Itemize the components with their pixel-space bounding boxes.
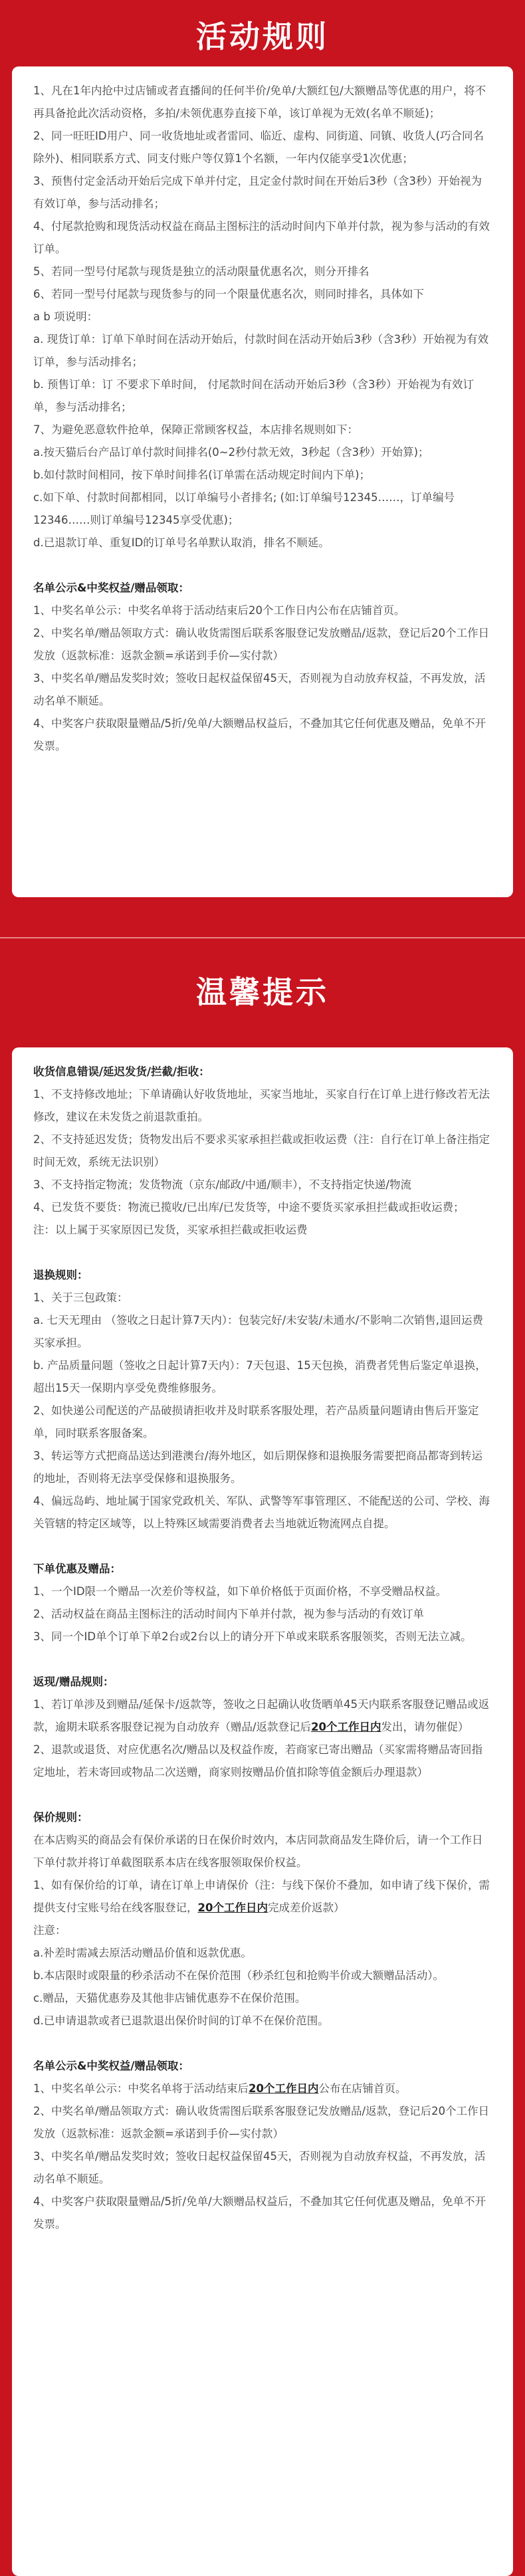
return-line: 2、如快递公司配送的产品破损请拒收并及时联系客服处理，若产品质量问题请由售后开鉴定单，同时联系客服备案。 — [33, 1404, 479, 1440]
winners-deadline-highlight: 20个工作日内 — [249, 2082, 319, 2095]
receipt-line: 4、已发货不要货：物流已揽收/已出库/已发货等，中途不要货买家承担拦截或拒收运费； — [33, 1201, 465, 1214]
winners-line: 2、中奖名单/赠品领取方式：确认收货需图后联系客服登记发放赠品/返款，登记后20个工作日发放（返款标准：返款金额=承诺到手价—实付款） — [33, 627, 490, 662]
return-line: 1、关于三包政策： — [33, 1291, 128, 1304]
return-line: a. 七天无理由 （签收之日起计算7天内）：包装完好/未安装/未通水/不影响二次销售,退回运费买家承担。 — [33, 1314, 484, 1349]
rule-line: d.已退款订单、重复ID的订单号名单默认取消，排名不顺延。 — [33, 536, 330, 549]
activity-rules-title: 活动规则 — [196, 19, 329, 54]
price-line: b.本店限时或限量的秒杀活动不在保价范围（秒杀红包和抢购半价或大额赠品活动）。 — [33, 1969, 444, 1982]
order-line: 2、活动权益在商品主图标注的活动时间内下单并付款，视为参与活动的有效订单 — [33, 1608, 424, 1620]
return-line: b. 产品质量问题（签收之日起计算7天内）：7天包退、15天包换，消费者凭售后鉴定单退换，超出15天一保期内享受免费维修服务。 — [33, 1359, 486, 1394]
return-heading: 退换规则： — [33, 1269, 88, 1281]
order-heading: 下单优惠及赠品： — [33, 1562, 121, 1575]
tips-winners-heading: 名单公示&中奖权益/赠品领取： — [33, 2060, 189, 2072]
price-line: c.赠品，天猫优惠券及其他非店铺优惠券不在保价范围。 — [33, 1992, 306, 2004]
receipt-line: 注：以上属于买家原因已发货，买家承担拦截或拒收运费 — [33, 1224, 308, 1236]
price-text: 完成差价返款） — [267, 1901, 345, 1914]
rule-line: b.如付款时间相同，按下单时间排名(订单需在活动规定时间内下单)； — [33, 469, 371, 481]
tips-winners-line: 2、中奖名单/赠品领取方式：确认收货需图后联系客服登记发放赠品/返款，登记后20个工作日发放（返款标准：返款金额=承诺到手价—实付款） — [33, 2105, 490, 2140]
refund-deadline-highlight: 20个工作日内 — [311, 1721, 381, 1733]
refund-text: 1、若订单涉及到赠品/延保卡/返款等，签收之日起确认收货晒单45天内联系客服登记赠品或返款，逾期未联系客服登记视为自动放弃（赠品/返款登记后 — [33, 1698, 490, 1733]
tips-card — [12, 1047, 513, 2576]
price-line — [33, 1874, 492, 1919]
winners-line: 4、中奖客户获取限量赠品/5折/免单/大额赠品权益后，不叠加其它任何优惠及赠品，免单不开发票。 — [33, 717, 486, 752]
price-deadline-highlight: 20个工作日内 — [197, 1901, 268, 1914]
price-text: 1、如有保价给的订单，请在订单上申请保价（注：与线下保价不叠加，如申请了线下保价，需提供支付宝账号给在线客服登记， — [33, 1879, 490, 1914]
rule-line: 2、同一旺旺ID用户、同一收货地址或者雷同、临近、虚构、同街道、同镇、收货人(巧合同名除外)、相同联系方式、同支付账户等仅算1个名额，一年内仅能享受1次优惠； — [33, 130, 484, 165]
rule-line: 4、付尾款抢购和现货活动权益在商品主图标注的活动时间内下单并付款，视为参与活动的有效订单。 — [33, 220, 490, 255]
receipt-heading: 收货信息错误/延迟发货/拦截/拒收： — [33, 1065, 210, 1078]
price-line: 在本店购买的商品会有保价承诺的日在保价时效内，本店同款商品发生降价后，请一个工作日下单付款并将订单截图联系本店在线客服领取保价权益。 — [33, 1834, 483, 1869]
winners-heading: 名单公示&中奖权益/赠品领取： — [33, 582, 189, 594]
price-line: a.补差时需减去原活动赠品价值和返款优惠。 — [33, 1947, 252, 1959]
winners-line: 3、中奖名单/赠品发奖时效；签收日起权益保留45天，否则视为自动放弃权益，不再发放，活动名单不顺延。 — [33, 672, 486, 707]
rule-line: 6、若同一型号付尾款与现货参与的同一个限量优惠名次，则同时排名，具体如下 — [33, 288, 424, 300]
rule-line: 3、预售付定金活动开始后完成下单并付定，且定金付款时间在开始后3秒（含3秒）开始视为有效订单，参与活动排名； — [33, 175, 482, 210]
refund-heading: 返现/赠品规则： — [33, 1675, 114, 1688]
tips-title: 温馨提示 — [196, 974, 329, 1010]
return-line: 3、转运等方式把商品送达到港澳台/海外地区，如后期保修和退换服务需要把商品都寄到转运的地址，否则将无法享受保修和退换服务。 — [33, 1449, 483, 1485]
refund-text: 发出，请勿催促） — [381, 1721, 469, 1733]
order-line: 1、一个ID限一个赠品一次差价等权益，如下单价格低于页面价格，不享受赠品权益。 — [33, 1585, 447, 1598]
rule-line: c.如下单、付款时间都相同，以订单编号小者排名; (如:订单编号12345……，订单编号12346……则订单编号12345享受优惠)； — [33, 491, 455, 526]
winners-line: 1、中奖名单公示：中奖名单将于活动结束后20个工作日内公布在店铺首页。 — [33, 604, 405, 617]
refund-line — [33, 1693, 492, 1739]
return-line: 4、偏远岛屿、地址属于国家党政机关、军队、武警等军事管理区、不能配送的公司、学校、海关管辖的特定区域等，以上特殊区域需要消费者去当地就近物流网点自提。 — [33, 1495, 490, 1530]
section-divider — [0, 897, 525, 938]
rule-line: b. 预售订单：订 不要求下单时间， 付尾款时间在活动开始后3秒（含3秒）开始视为有效订单，参与活动排名； — [33, 378, 474, 413]
rule-line: 1、凡在1年内抢中过店铺或者直播间的任何半价/免单/大额红包/大额赠品等优惠的用户，将不再具备抢此次活动资格，多拍/未领优惠券直接下单，该订单视为无效(名单不顺延)； — [33, 84, 486, 120]
winners-text: 1、中奖名单公示：中奖名单将于活动结束后 — [33, 2082, 249, 2095]
rule-line: 7、为避免恶意软件抢单，保障正常顾客权益，本店排名规则如下： — [33, 423, 358, 436]
winners-text: 公布在店铺首页。 — [318, 2082, 407, 2095]
price-line: 注意： — [33, 1924, 66, 1937]
price-protect-heading: 保价规则： — [33, 1811, 88, 1824]
rule-line: 5、若同一型号付尾款与现货是独立的活动限量优惠名次，则分开排名 — [33, 265, 369, 278]
tips-winners-line: 3、中奖名单/赠品发奖时效；签收日起权益保留45天，否则视为自动放弃权益，不再发放，活动名单不顺延。 — [33, 2150, 486, 2185]
order-line: 3、同一个ID单个订单下单2台或2台以上的请分开下单或来联系客服领奖，否则无法立减。 — [33, 1630, 472, 1643]
rule-line: a b 项说明： — [33, 310, 98, 323]
receipt-line: 2、不支持延迟发货；货物发出后不要求买家承担拦截或拒收运费（注：自行在订单上备注指定时间无效，系统无法识别） — [33, 1133, 490, 1168]
rule-line: a.按天猫后台产品订单付款时间排名(0~2秒付款无效，3秒起（含3秒）开始算)； — [33, 446, 429, 459]
activity-rules-card — [12, 66, 513, 897]
receipt-line: 3、不支持指定物流；发货物流（京东/邮政/中通/顺丰），不支持指定快递/物流 — [33, 1178, 411, 1191]
refund-line: 2、退款或退货、对应优惠名次/赠品以及权益作废，若商家已寄出赠品（买家需将赠品寄回指定地址，若未寄回或物品二次送赠，商家则按赠品价值扣除等值金额后办理退款） — [33, 1743, 483, 1778]
tips-winners-line — [33, 2078, 492, 2100]
receipt-line: 1、不支持修改地址；下单请确认好收货地址，买家当地址，买家自行在订单上进行修改若无法修改，建议在未发货之前退款重拍。 — [33, 1088, 490, 1123]
tips-winners-line: 4、中奖客户获取限量赠品/5折/免单/大额赠品权益后，不叠加其它任何优惠及赠品，免单不开发票。 — [33, 2195, 486, 2230]
price-line: d.已申请退款或者已退款退出保价时间的订单不在保价范围。 — [33, 2014, 329, 2027]
rule-line: a. 现货订单：订单下单时间在活动开始后，付款时间在活动开始后3秒（含3秒）开始视为有效订单，参与活动排名； — [33, 333, 489, 368]
